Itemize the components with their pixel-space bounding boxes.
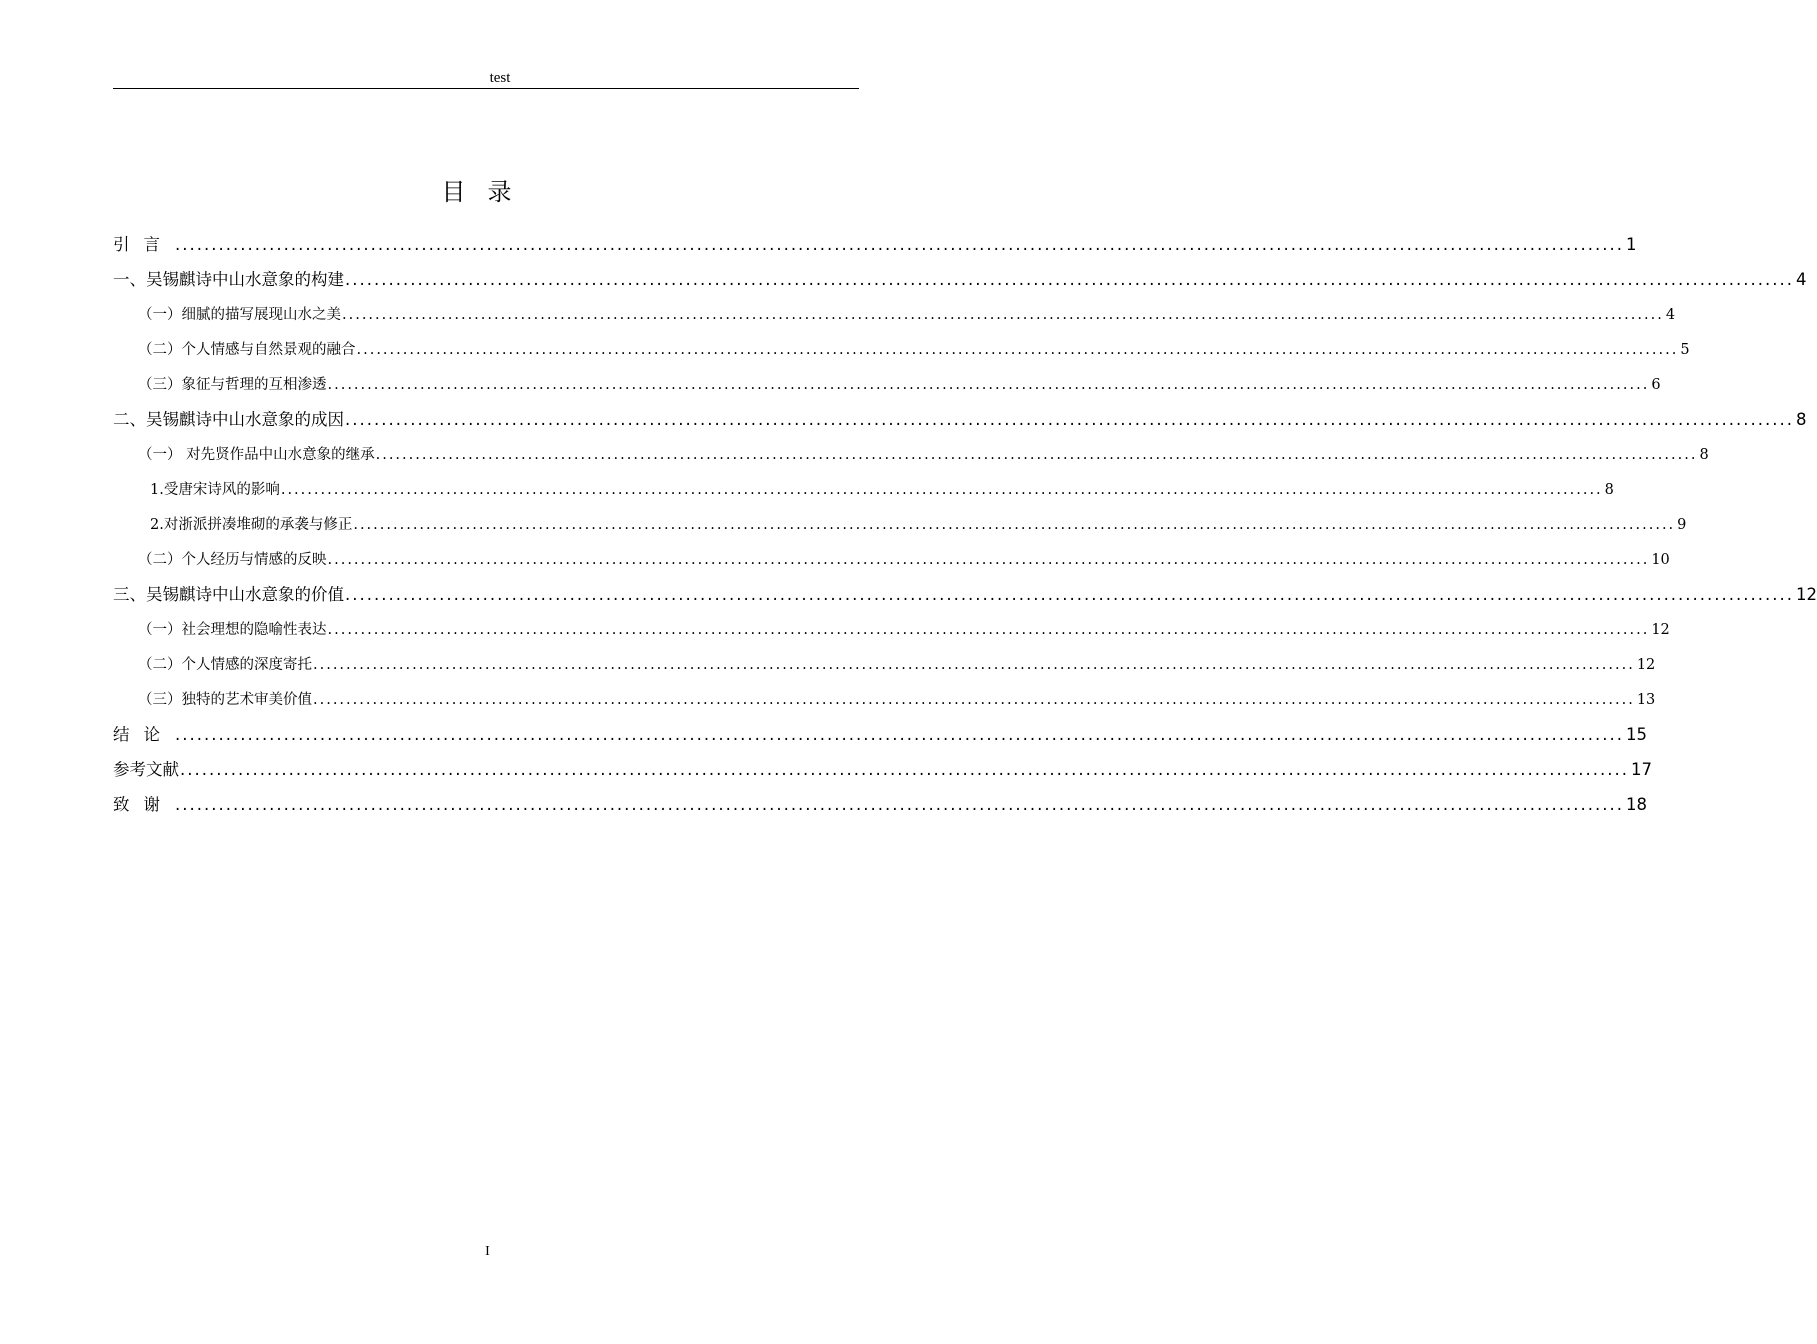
- toc-entry-page: 6: [1651, 377, 1661, 393]
- toc-dot-leader: ........................................................................................................................................................................................................: [327, 377, 1650, 393]
- toc-entry-label: （二）个人经历与情感的反映: [138, 552, 327, 568]
- toc-entry-label: （一）细腻的描写展现山水之美: [138, 307, 341, 323]
- toc-entry[interactable]: [113, 338, 1690, 373]
- toc-dot-leader: ........................................................................................................................................................................................................: [345, 270, 1794, 289]
- toc-dot-leader: ........................................................................................................................................................................................................: [345, 410, 1794, 429]
- toc-entry-label: 参考文献: [113, 760, 179, 779]
- toc-dot-leader: ........................................................................................................................................................................................................: [313, 657, 1635, 673]
- toc-entry-label: 引言: [113, 235, 174, 254]
- toc-entry-label: 一、吴锡麒诗中山水意象的构建: [113, 270, 344, 289]
- toc-entry-page: 4: [1795, 270, 1807, 289]
- page-header: test: [489, 70, 511, 86]
- header-rule: [113, 88, 859, 89]
- toc-dot-leader: ........................................................................................................................................................................................................: [280, 482, 1603, 498]
- toc-entry-label: （三）独特的艺术审美价值: [138, 692, 312, 708]
- toc-entry-label: 三、吴锡麒诗中山水意象的价值: [113, 585, 344, 604]
- toc-entry[interactable]: [113, 478, 1614, 513]
- toc-entry[interactable]: [113, 723, 1647, 758]
- toc-dot-leader: ........................................................................................................................................................................................................: [175, 725, 1624, 744]
- toc-entry-label: （一）社会理想的隐喻性表达: [138, 622, 327, 638]
- toc-entry[interactable]: [113, 688, 1656, 723]
- toc-entry-label: 致谢: [113, 795, 174, 814]
- toc-dot-leader: ........................................................................................................................................................................................................: [327, 552, 1650, 568]
- toc-entry[interactable]: [113, 373, 1661, 408]
- toc-dot-leader: ........................................................................................................................................................................................................: [175, 235, 1624, 254]
- toc-entry-page: 17: [1630, 760, 1652, 779]
- table-of-contents: [113, 233, 1817, 828]
- toc-entry-page: 12: [1636, 657, 1656, 673]
- toc-entry[interactable]: [113, 548, 1670, 583]
- toc-entry-label: （二）个人情感与自然景观的融合: [138, 342, 356, 358]
- toc-dot-leader: ........................................................................................................................................................................................................: [313, 692, 1635, 708]
- toc-entry[interactable]: [113, 443, 1709, 478]
- toc-entry[interactable]: [113, 408, 1807, 443]
- toc-entry[interactable]: [113, 793, 1647, 828]
- toc-entry[interactable]: [113, 758, 1652, 793]
- toc-entry-label: （三）象征与哲理的互相渗透: [138, 377, 327, 393]
- toc-entry-page: 12: [1795, 585, 1817, 604]
- toc-entry-label: （一） 对先贤作品中山水意象的继承: [138, 447, 375, 463]
- toc-entry-page: 5: [1680, 342, 1690, 358]
- toc-entry-page: 8: [1795, 410, 1807, 429]
- toc-dot-leader: ........................................................................................................................................................................................................: [353, 517, 1676, 533]
- toc-entry-label: 2.对浙派拼凑堆砌的承袭与修正: [150, 517, 353, 533]
- toc-entry-page: 4: [1665, 307, 1676, 323]
- toc-entry[interactable]: [113, 618, 1670, 653]
- toc-dot-leader: ........................................................................................................................................................................................................: [327, 622, 1650, 638]
- toc-entry[interactable]: [113, 653, 1656, 688]
- toc-dot-leader: ........................................................................................................................................................................................................: [180, 760, 1629, 779]
- toc-entry-label: 1.受唐宋诗风的影响: [150, 482, 280, 498]
- toc-entry[interactable]: [113, 513, 1687, 548]
- toc-dot-leader: ........................................................................................................................................................................................................: [356, 342, 1679, 358]
- toc-entry-page: 9: [1677, 517, 1687, 533]
- page-number: I: [485, 1244, 490, 1259]
- toc-entry[interactable]: [113, 233, 1637, 268]
- toc-entry-page: 12: [1651, 622, 1670, 638]
- toc-entry[interactable]: [113, 268, 1807, 303]
- toc-entry-page: 1: [1625, 235, 1637, 254]
- toc-dot-leader: ........................................................................................................................................................................................................: [375, 447, 1698, 463]
- toc-entry-label: 结论: [113, 725, 174, 744]
- toc-entry-label: （二）个人情感的深度寄托: [138, 657, 312, 673]
- toc-entry-page: 13: [1636, 692, 1656, 708]
- toc-entry-page: 10: [1651, 552, 1670, 568]
- toc-title: 目录: [441, 178, 534, 206]
- toc-entry[interactable]: [113, 583, 1817, 618]
- toc-entry[interactable]: [113, 303, 1676, 338]
- toc-entry-page: 18: [1625, 795, 1647, 814]
- toc-entry-label: 二、吴锡麒诗中山水意象的成因: [113, 410, 344, 429]
- toc-dot-leader: ........................................................................................................................................................................................................: [345, 585, 1794, 604]
- toc-entry-page: 8: [1699, 447, 1709, 463]
- toc-entry-page: 15: [1625, 725, 1647, 744]
- toc-dot-leader: ........................................................................................................................................................................................................: [342, 307, 1664, 323]
- toc-dot-leader: ........................................................................................................................................................................................................: [175, 795, 1624, 814]
- toc-entry-page: 8: [1604, 482, 1614, 498]
